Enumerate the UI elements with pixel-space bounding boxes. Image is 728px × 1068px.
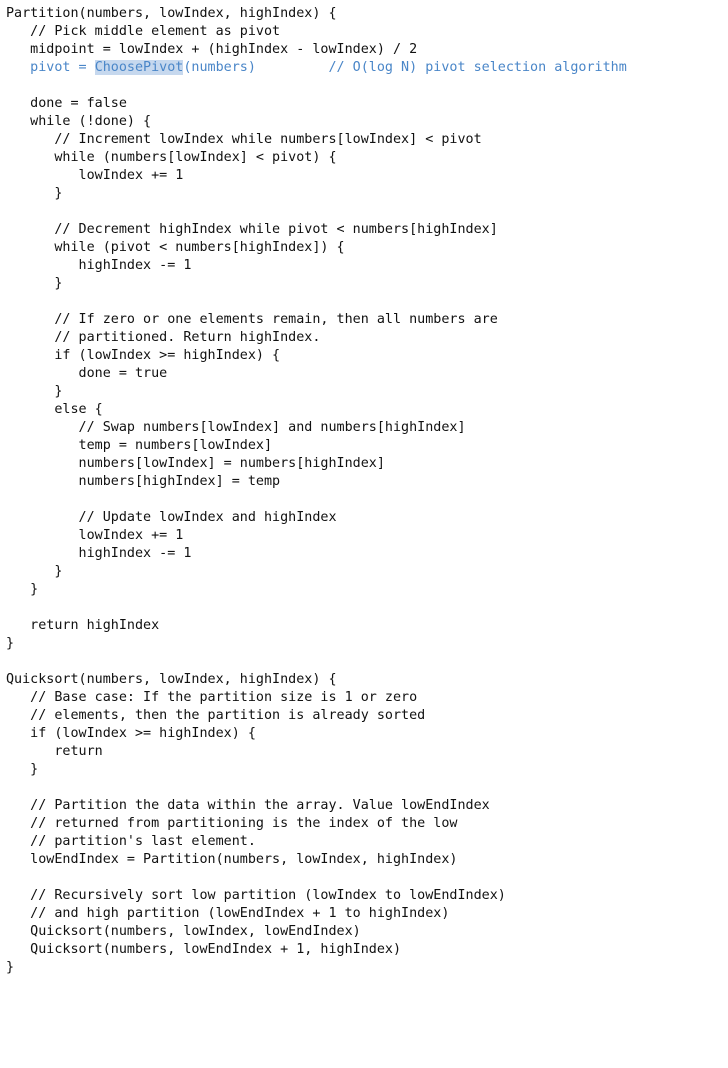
highlighted-line-suffix: (numbers) // O(log N) pivot selection algorithm (183, 60, 627, 75)
code-editor[interactable] (6, 5, 724, 977)
code-line (6, 77, 724, 95)
selected-text[interactable]: ChoosePivot (94, 60, 184, 75)
code-line: // Swap numbers[lowIndex] and numbers[highIndex] (6, 420, 466, 435)
code-line: // Decrement highIndex while pivot < numbers[highIndex] (6, 222, 498, 237)
code-line: // Pick middle element as pivot (6, 24, 281, 39)
code-line: // partition's last element. (6, 834, 256, 849)
code-line: // and high partition (lowEndIndex + 1 to highIndex) (6, 906, 450, 921)
code-line: } (6, 636, 15, 651)
code-line: // Increment lowIndex while numbers[lowIndex] < pivot (6, 132, 482, 147)
code-line: done = false (6, 96, 127, 111)
code-line: if (lowIndex >= highIndex) { (6, 348, 281, 363)
code-line: lowIndex += 1 (6, 528, 184, 543)
code-line: lowEndIndex = Partition(numbers, lowIndex, highIndex) (6, 852, 458, 867)
code-line: while (!done) { (6, 114, 152, 129)
code-line: } (6, 582, 39, 597)
code-line: // If zero or one elements remain, then all numbers are (6, 312, 498, 327)
highlighted-code-line (6, 59, 724, 77)
code-line: while (pivot < numbers[highIndex]) { (6, 240, 345, 255)
code-line: } (6, 762, 39, 777)
code-line: if (lowIndex >= highIndex) { (6, 726, 256, 741)
code-line: Quicksort(numbers, lowEndIndex + 1, highIndex) (6, 942, 402, 957)
code-line: // elements, then the partition is already sorted (6, 708, 426, 723)
code-line: return highIndex (6, 618, 160, 633)
code-line: } (6, 564, 63, 579)
code-line: // Recursively sort low partition (lowIndex to lowEndIndex) (6, 888, 506, 903)
code-line: Partition(numbers, lowIndex, highIndex) { (6, 6, 337, 21)
code-line: // Base case: If the partition size is 1 or zero (6, 690, 418, 705)
code-line: while (numbers[lowIndex] < pivot) { (6, 150, 337, 165)
code-line: highIndex -= 1 (6, 258, 192, 273)
code-line (6, 203, 724, 221)
code-line: numbers[lowIndex] = numbers[highIndex] (6, 456, 385, 471)
code-line: // Update lowIndex and highIndex (6, 510, 337, 525)
code-line: numbers[highIndex] = temp (6, 474, 281, 489)
code-line (6, 869, 724, 887)
code-line (6, 293, 724, 311)
code-line: } (6, 384, 63, 399)
code-line: // Partition the data within the array. Value lowEndIndex (6, 798, 490, 813)
code-line: } (6, 276, 63, 291)
code-line (6, 491, 724, 509)
code-line: } (6, 186, 63, 201)
code-line: Quicksort(numbers, lowIndex, highIndex) { (6, 672, 337, 687)
code-line: else { (6, 402, 103, 417)
code-line (6, 779, 724, 797)
code-line: } (6, 960, 15, 975)
code-line: temp = numbers[lowIndex] (6, 438, 273, 453)
code-line: midpoint = lowIndex + (highIndex - lowIndex) / 2 (6, 42, 418, 57)
code-line: Quicksort(numbers, lowIndex, lowEndIndex) (6, 924, 361, 939)
code-line (6, 599, 724, 617)
code-line: // returned from partitioning is the index of the low (6, 816, 458, 831)
code-line: done = true (6, 366, 168, 381)
code-line: return (6, 744, 103, 759)
code-line: // partitioned. Return highIndex. (6, 330, 321, 345)
code-line: lowIndex += 1 (6, 168, 184, 183)
code-line: highIndex -= 1 (6, 546, 192, 561)
code-line (6, 653, 724, 671)
highlighted-line-prefix: pivot = (6, 60, 95, 75)
